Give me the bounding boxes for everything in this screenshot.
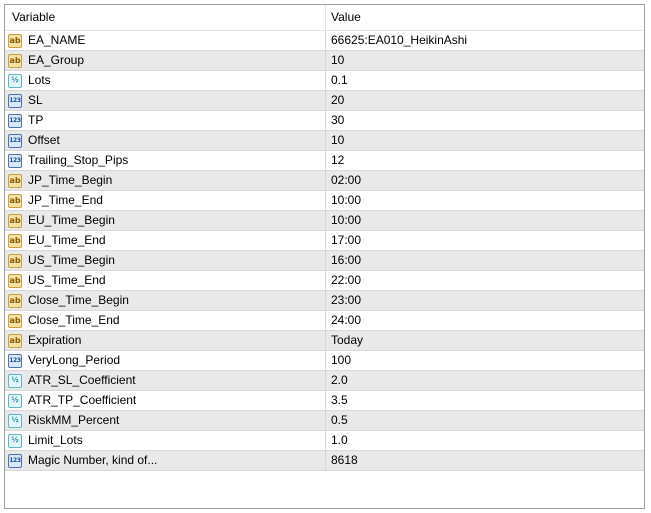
table-row[interactable]: [5, 211, 644, 231]
integer-type-icon: 123: [8, 454, 22, 468]
string-type-icon: ab: [8, 314, 22, 328]
string-type-icon: ab: [8, 234, 22, 248]
double-type-icon: ½: [8, 394, 22, 408]
value-cell[interactable]: 3.5: [331, 393, 348, 407]
integer-type-icon: 123: [8, 94, 22, 108]
variable-cell: [5, 171, 326, 190]
integer-type-icon: 123: [8, 114, 22, 128]
column-header-value[interactable]: Value: [331, 10, 361, 24]
integer-type-icon: 123: [8, 354, 22, 368]
value-cell[interactable]: 22:00: [331, 273, 362, 287]
variable-cell: [5, 451, 326, 470]
string-type-icon: ab: [8, 194, 22, 208]
table-row[interactable]: [5, 131, 644, 151]
variable-cell: [5, 131, 326, 150]
string-type-icon: ab: [8, 34, 22, 48]
double-type-icon: ½: [8, 434, 22, 448]
value-cell[interactable]: 10:00: [331, 213, 362, 227]
value-cell[interactable]: 10: [331, 53, 345, 67]
variable-cell: [5, 271, 326, 290]
table-row[interactable]: [5, 271, 644, 291]
variable-cell: [5, 31, 326, 50]
variable-cell: [5, 411, 326, 430]
variable-name: RiskMM_Percent: [28, 413, 120, 427]
variable-name: EA_NAME: [28, 33, 86, 47]
variable-name: JP_Time_Begin: [28, 173, 113, 187]
variable-cell: [5, 71, 326, 90]
string-type-icon: ab: [8, 274, 22, 288]
double-type-icon: ½: [8, 374, 22, 388]
variable-name: Expiration: [28, 333, 82, 347]
column-header-variable[interactable]: Variable: [5, 5, 326, 30]
table-row[interactable]: [5, 351, 644, 371]
string-type-icon: ab: [8, 174, 22, 188]
variable-cell: [5, 51, 326, 70]
variable-cell: [5, 391, 326, 410]
variable-cell: [5, 151, 326, 170]
table-row[interactable]: [5, 411, 644, 431]
variable-name: Limit_Lots: [28, 433, 83, 447]
table-row[interactable]: [5, 111, 644, 131]
integer-type-icon: 123: [8, 154, 22, 168]
variable-cell: [5, 331, 326, 350]
table-row[interactable]: [5, 311, 644, 331]
value-cell[interactable]: 16:00: [331, 253, 362, 267]
value-cell[interactable]: 30: [331, 113, 345, 127]
variable-cell: [5, 91, 326, 110]
table-body: [5, 31, 644, 471]
variable-cell: [5, 431, 326, 450]
value-cell[interactable]: 100: [331, 353, 352, 367]
table-row[interactable]: [5, 231, 644, 251]
table-row[interactable]: [5, 91, 644, 111]
variable-name: Offset: [28, 133, 60, 147]
value-cell[interactable]: 10:00: [331, 193, 362, 207]
value-cell[interactable]: Today: [331, 333, 364, 347]
variable-cell: [5, 111, 326, 130]
table-row[interactable]: [5, 331, 644, 351]
variable-name: EU_Time_Begin: [28, 213, 115, 227]
value-cell[interactable]: 02:00: [331, 173, 362, 187]
value-cell[interactable]: 10: [331, 133, 345, 147]
table-header: [5, 5, 644, 31]
variable-name: EA_Group: [28, 53, 85, 67]
value-cell[interactable]: 1.0: [331, 433, 348, 447]
variable-cell: [5, 231, 326, 250]
variable-cell: [5, 191, 326, 210]
variable-name: US_Time_Begin: [28, 253, 115, 267]
variable-name: SL: [28, 93, 43, 107]
variable-name: TP: [28, 113, 44, 127]
table-row[interactable]: [5, 291, 644, 311]
variable-name: VeryLong_Period: [28, 353, 121, 367]
double-type-icon: ½: [8, 74, 22, 88]
variable-name: Trailing_Stop_Pips: [28, 153, 129, 167]
string-type-icon: ab: [8, 254, 22, 268]
value-cell[interactable]: 66625:EA010_HeikinAshi: [331, 33, 468, 47]
table-row[interactable]: [5, 391, 644, 411]
variable-name: ATR_TP_Coefficient: [28, 393, 137, 407]
table-row[interactable]: [5, 51, 644, 71]
string-type-icon: ab: [8, 294, 22, 308]
table-row[interactable]: [5, 451, 644, 471]
table-row[interactable]: [5, 171, 644, 191]
value-cell[interactable]: 8618: [331, 453, 358, 467]
variable-cell: [5, 251, 326, 270]
string-type-icon: ab: [8, 54, 22, 68]
variable-name: JP_Time_End: [28, 193, 103, 207]
table-row[interactable]: [5, 191, 644, 211]
variable-name: Close_Time_Begin: [28, 293, 129, 307]
value-cell[interactable]: 0.5: [331, 413, 348, 427]
variable-cell: [5, 291, 326, 310]
value-cell[interactable]: 12: [331, 153, 345, 167]
value-cell[interactable]: 20: [331, 93, 345, 107]
variable-name: ATR_SL_Coefficient: [28, 373, 136, 387]
table-row[interactable]: [5, 251, 644, 271]
table-row[interactable]: [5, 31, 644, 51]
variable-cell: [5, 351, 326, 370]
value-cell[interactable]: 23:00: [331, 293, 362, 307]
inputs-table: [4, 4, 645, 509]
integer-type-icon: 123: [8, 134, 22, 148]
table-row[interactable]: [5, 431, 644, 451]
string-type-icon: ab: [8, 334, 22, 348]
variable-name: Magic Number, kind of...: [28, 453, 158, 467]
variable-cell: [5, 211, 326, 230]
table-row[interactable]: [5, 71, 644, 91]
value-cell[interactable]: 17:00: [331, 233, 362, 247]
value-cell[interactable]: 24:00: [331, 313, 362, 327]
value-cell[interactable]: 2.0: [331, 373, 348, 387]
variable-cell: [5, 371, 326, 390]
variable-name: US_Time_End: [28, 273, 106, 287]
table-row[interactable]: [5, 151, 644, 171]
double-type-icon: ½: [8, 414, 22, 428]
variable-name: EU_Time_End: [28, 233, 106, 247]
table-row[interactable]: [5, 371, 644, 391]
value-cell[interactable]: 0.1: [331, 73, 348, 87]
string-type-icon: ab: [8, 214, 22, 228]
variable-name: Lots: [28, 73, 51, 87]
variable-name: Close_Time_End: [28, 313, 120, 327]
variable-cell: [5, 311, 326, 330]
